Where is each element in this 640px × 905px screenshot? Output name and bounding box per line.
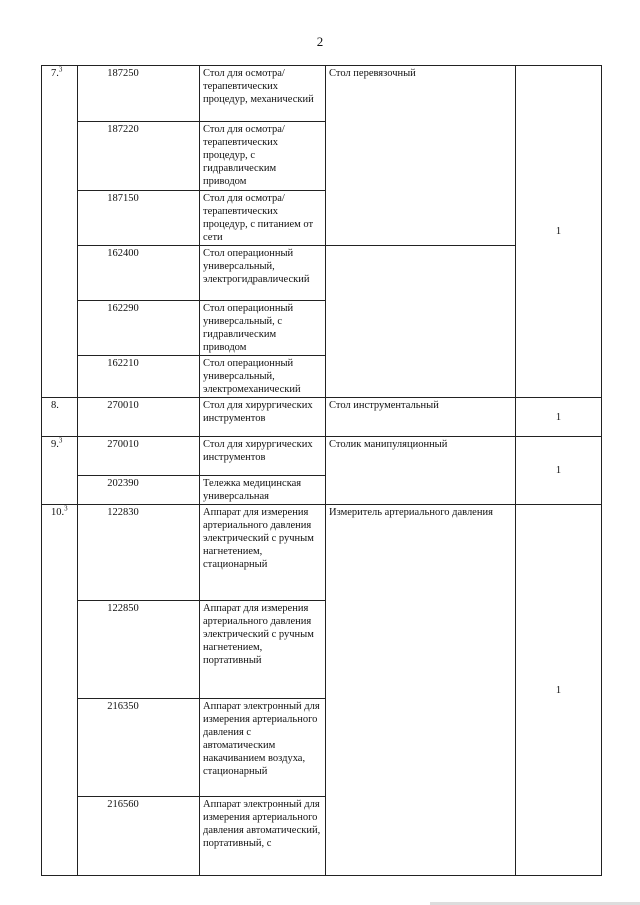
- table-row: [42, 66, 602, 122]
- row-number-cell: 10.$^3$: [42, 505, 78, 876]
- name-cell: Стол операционный универсальный, электромеханический: [200, 356, 326, 398]
- name-cell: Стол для хирургических инструментов: [200, 398, 326, 437]
- row-number-cell: 9.$^3$: [42, 437, 78, 505]
- item-cell: Стол инструментальный: [326, 398, 516, 437]
- table-row: [42, 505, 602, 601]
- code-cell: 270010: [78, 398, 200, 437]
- name-cell: Аппарат электронный для измерения артериального давления с автоматическим накачиванием воздуха, стационарный: [200, 699, 326, 797]
- name-cell: Стол для осмотра/терапевтических процедур, с питанием от сети: [200, 191, 326, 246]
- table-row: [42, 398, 602, 437]
- code-cell: 270010: [78, 437, 200, 476]
- code-cell: 162290: [78, 301, 200, 356]
- name-cell: Аппарат электронный для измерения артериального давления автоматический, портативный, с: [200, 797, 326, 876]
- code-cell: 187220: [78, 122, 200, 191]
- item-cell: Измеритель артериального давления: [326, 505, 516, 876]
- name-cell: Стол для хирургических инструментов: [200, 437, 326, 476]
- row-number-cell: 7.$^3$: [42, 66, 78, 398]
- name-cell: Стол для осмотра/терапевтических процедур, с гидравлическим приводом: [200, 122, 326, 191]
- code-cell: 216350: [78, 699, 200, 797]
- code-cell: 216560: [78, 797, 200, 876]
- code-cell: 122830: [78, 505, 200, 601]
- equipment-table-container: [41, 65, 601, 875]
- code-cell: 122850: [78, 601, 200, 699]
- row-number-cell: 8.: [42, 398, 78, 437]
- name-cell: Аппарат для измерения артериального давления электрический с ручным нагнетением, стационарный: [200, 505, 326, 601]
- code-cell: 187150: [78, 191, 200, 246]
- item-cell-empty: [326, 246, 516, 398]
- table-row: [42, 437, 602, 476]
- quantity-cell: 1: [516, 505, 602, 876]
- name-cell: Аппарат для измерения артериального давления электрический с ручным нагнетением, портативный: [200, 601, 326, 699]
- quantity-cell: 1: [516, 437, 602, 505]
- code-cell: 187250: [78, 66, 200, 122]
- code-cell: 162400: [78, 246, 200, 301]
- code-cell: 202390: [78, 476, 200, 505]
- name-cell: Тележка медицинская универсальная: [200, 476, 326, 505]
- quantity-cell: 1: [516, 66, 602, 398]
- page-number: 2: [316, 34, 324, 49]
- code-cell: 162210: [78, 356, 200, 398]
- name-cell: Стол для осмотра/терапевтических процедур, механический: [200, 66, 326, 122]
- equipment-table: [41, 65, 602, 876]
- quantity-cell: 1: [516, 398, 602, 437]
- item-cell: Столик манипуляционный: [326, 437, 516, 505]
- name-cell: Стол операционный универсальный, с гидравлическим приводом: [200, 301, 326, 356]
- name-cell: Стол операционный универсальный, электрогидравлический: [200, 246, 326, 301]
- item-cell: Стол перевязочный: [326, 66, 516, 246]
